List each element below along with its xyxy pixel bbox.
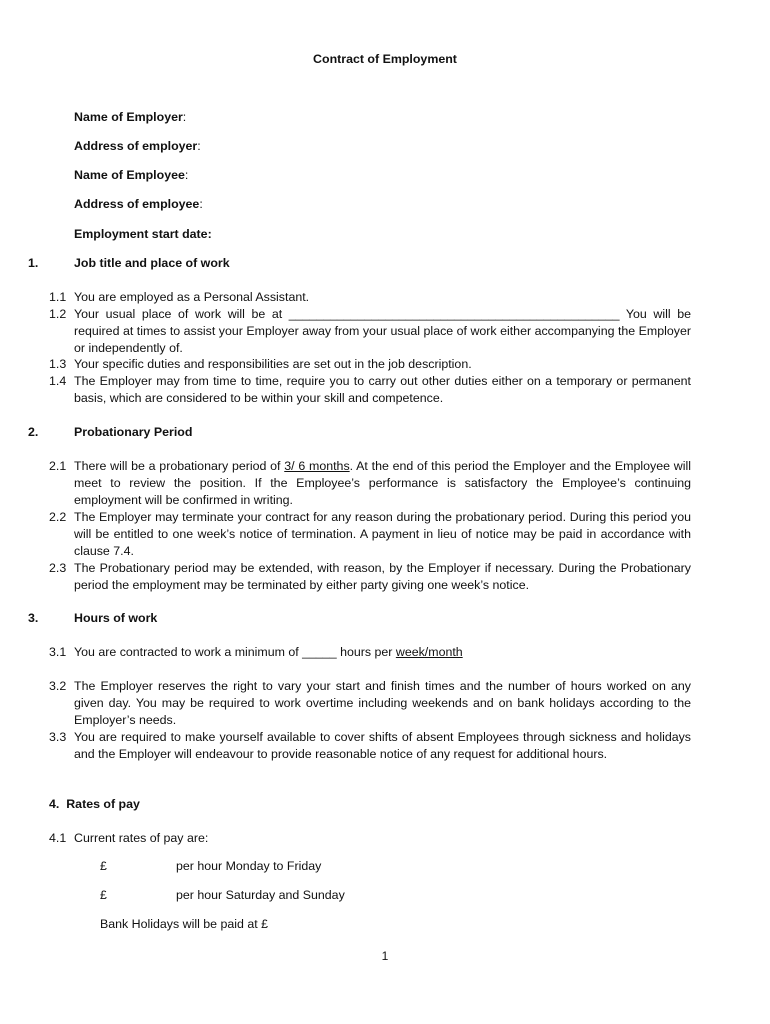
clause-1-4	[49, 373, 691, 407]
clause-text: The Employer may from time to time, require you to carry out other duties either on a temporary or permanent basis, which are considered to be within your skill and competence.	[74, 374, 691, 405]
clause-1-2	[49, 306, 691, 357]
field-label: Name of Employer	[74, 110, 183, 124]
clause-3-1	[49, 644, 691, 661]
probation-length: 3/ 6 months	[284, 459, 350, 473]
clause-number: 1.3	[49, 357, 67, 371]
field-employee-address	[74, 196, 203, 213]
field-colon: :	[184, 168, 189, 182]
field-colon: :	[199, 197, 203, 211]
clause-2-1	[49, 458, 691, 509]
clause-text: The Probationary period may be extended, with reason, by the Employer if necessary. During the Probationary period the employment may be terminated by either party giving one week’s notice.	[74, 561, 691, 592]
clause-text: The Employer may terminate your contract for any reason during the probationary period. During this period you will be entitled to one week’s notice of termination. A payment in lieu of notice may be paid in accordance with clause 7.4.	[74, 510, 691, 558]
clause-text: You are employed as a Personal Assistant.	[74, 290, 310, 304]
clause-text: Your specific duties and responsibilities are set out in the job description.	[74, 357, 472, 371]
pay-currency: £	[100, 859, 107, 873]
section-number: 1.	[28, 256, 39, 270]
clause-text	[74, 644, 691, 661]
clause-text: Your usual place of work will be at ________________________________________________ You will be required at times to assist your Employer away from your usual place of work either accompanying the Employer or independently of.	[74, 307, 691, 355]
clause-number: 3.3	[49, 730, 67, 744]
field-label: Address of employee	[74, 197, 200, 211]
clause-text: You are required to make yourself available to cover shifts of absent Employees through sickness and holidays and the Employer will endeavour to provide reasonable notice of any request for additional hours.	[74, 730, 691, 761]
clause-4-1	[49, 830, 691, 847]
clause-number: 2.3	[49, 561, 67, 575]
clause-2-3	[49, 560, 691, 594]
section-heading: Rates of pay	[66, 797, 140, 811]
hours-period: week/month	[395, 645, 463, 659]
clause-text	[74, 458, 691, 509]
clause-text-part: You are contracted to work a minimum of _____ hours per	[74, 645, 396, 659]
field-colon: :	[182, 110, 187, 124]
section-heading: Job title and place of work	[74, 256, 230, 270]
section-number: 4.	[49, 797, 60, 811]
field-employer-name	[74, 109, 186, 126]
clause-number: 1.2	[49, 307, 67, 321]
clause-number: 4.1	[49, 831, 67, 845]
clause-text-part: . At the end of this period the Employer and the Employee will meet to review the position. If the Employee’s performance is satisfactory the Employee’s continuing employment will be confirmed in writing.	[74, 459, 691, 507]
clause-number: 3.1	[49, 645, 67, 659]
field-employee-name	[74, 167, 188, 184]
field-label: Address of employer	[74, 139, 198, 153]
clause-number: 2.1	[49, 459, 67, 473]
field-label: Name of Employee	[74, 168, 185, 182]
clause-text-part: There will be a probationary period of	[74, 459, 285, 473]
field-colon: :	[197, 139, 201, 153]
section-number: 3.	[28, 611, 39, 625]
clause-text: Current rates of pay are:	[74, 831, 209, 845]
section-heading-4	[49, 796, 140, 813]
field-employer-address	[74, 138, 201, 155]
clause-3-3	[49, 729, 691, 763]
clause-1-3	[49, 356, 691, 373]
section-number: 2.	[28, 425, 39, 439]
pay-rate-weekday: per hour Monday to Friday	[176, 859, 322, 873]
page-number: 1	[381, 949, 389, 963]
clause-text: The Employer reserves the right to vary your start and finish times and the number of hours worked on any given day. You may be required to work overtime including weekends and on bank holidays according to the Employer’s needs.	[74, 679, 691, 727]
clause-3-2	[49, 678, 691, 729]
clause-number: 1.4	[49, 374, 67, 388]
section-heading: Hours of work	[74, 611, 158, 625]
document-title: Contract of Employment	[313, 52, 457, 66]
pay-rate-weekend: per hour Saturday and Sunday	[176, 888, 345, 902]
clause-number: 3.2	[49, 679, 67, 693]
clause-2-2	[49, 509, 691, 560]
field-label: Employment start date:	[74, 227, 212, 241]
pay-currency: £	[100, 888, 107, 902]
field-start-date	[74, 226, 212, 243]
section-heading: Probationary Period	[74, 425, 193, 439]
clause-number: 1.1	[49, 290, 67, 304]
clause-1-1	[49, 289, 691, 306]
bank-holiday-pay: Bank Holidays will be paid at £	[100, 917, 269, 931]
clause-number: 2.2	[49, 510, 67, 524]
